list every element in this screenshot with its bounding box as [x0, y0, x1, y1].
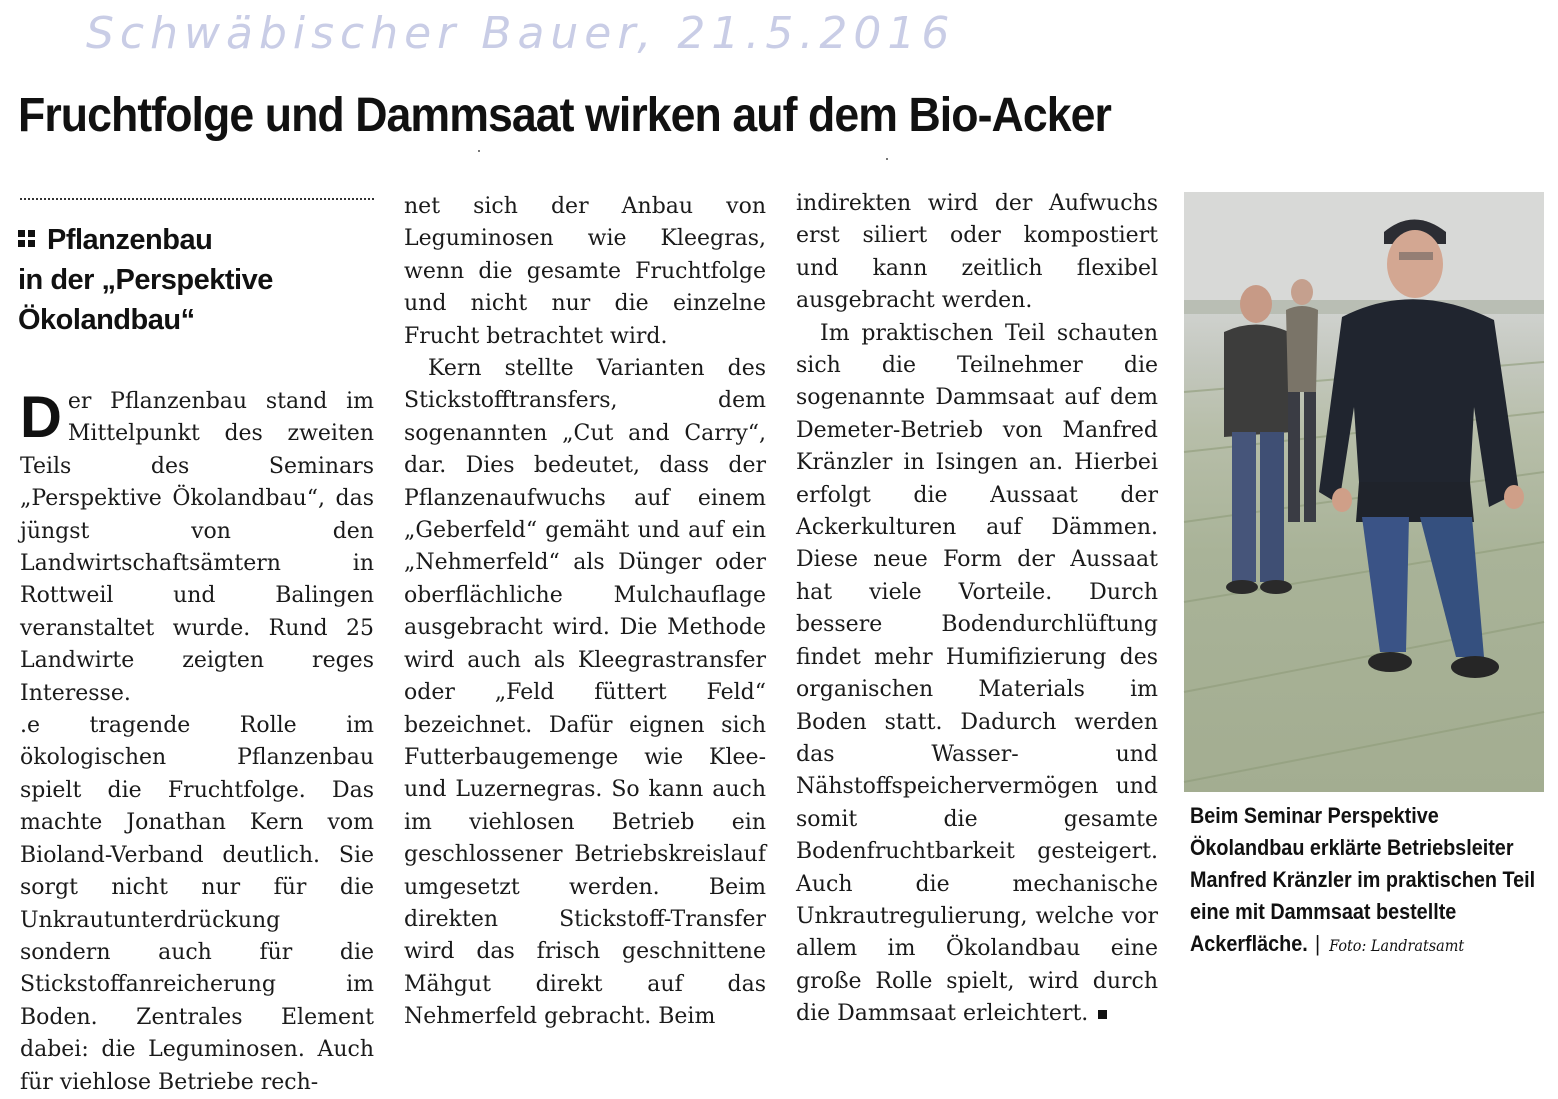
- dammsaat-text: Im praktischen Teil schauten sich die Teilnehmer die sogenannte Dammsaat auf dem Demeter-Betrieb von Manfred Kränzler in Isingen an. Hierbei erfolgt die Aussaat der Ackerkulturen auf Dämmen. Diese neue Form der Aussaat hat viele Vorteile. Durch bessere Bodendurchlüftung findet mehr Humifizierung des organischen Materials im Boden statt. Dadurch werden das Wasser- und Nähstoffspeichervermögen und somit die gesamte Bodenfruchtbarkeit gesteigert. Auch die mechanische Unkrautregulierung, welche vor allem im Ökolandbau eine große Rolle spielt, wird durch die Dammsaat erleichtert.: [796, 320, 1158, 1027]
- drop-cap: D: [20, 385, 62, 450]
- end-mark-icon: [1098, 1010, 1107, 1019]
- article-column-3: [796, 188, 1158, 1031]
- paragraph-leguminosen-cont: net sich der Anbau von Leguminosen wie Kleegras, wenn die gesamte Fruchtfolge und nicht nur die einzelne Frucht betrachtet wird.: [404, 194, 766, 349]
- article-column-2: [404, 191, 766, 1034]
- paragraph-fruchtfolge: .e tragende Rolle im ökologischen Pflanzenbau spielt die Fruchtfolge. Das machte Jonathan Kern vom Bioland-Verband deutlich. Sie sorgt nicht nur für die Unkrautunterdrückung sondern auch für die Stickstoffanreicherung im Boden. Zentrales Element dabei: die Leguminosen. Auch für viehlose Betriebe rech-: [20, 713, 374, 1095]
- print-speck: [886, 158, 888, 160]
- headline: Fruchtfolge und Dammsaat wirken auf dem Bio-Acker: [18, 89, 1111, 142]
- person-background: [1224, 285, 1292, 594]
- section-marker-icon: [18, 230, 35, 247]
- kicker-line-1: [18, 220, 378, 260]
- person-background-2: [1286, 279, 1318, 522]
- field-photo-illustration: [1184, 192, 1544, 792]
- photo-caption: [1190, 800, 1540, 962]
- paragraph-dammsaat: [796, 318, 1158, 1031]
- kicker-line-2: in der „Perspektive: [18, 264, 273, 296]
- photo-credit: Foto: Landratsamt: [1329, 936, 1465, 955]
- print-speck: [478, 150, 480, 152]
- paragraph-stickstofftransfer: Kern stellte Varianten des Stickstofftransfers, dem sogenannten „Cut and Carry“, dar. Dies bedeutet, dass der Pflanzenaufwuchs auf einem „Geberfeld“ gemäht und auf ein „Nehmerfeld“ als Dünger oder oberflächliche Mulchauflage ausgebracht wird. Die Methode wird auch als Kleegrastransfer oder „Feld füttert Feld“ bezeichnet. Dafür eignen sich Futterbaugemenge wie Klee- und Luzernegras. So kann auch im viehlosen Betrieb ein geschlossener Betriebskreislauf umgesetzt werden. Beim direkten Stickstoff-Transfer wird das frisch geschnittene Mähgut direkt auf das Nehmerfeld gebracht. Beim: [404, 356, 766, 1030]
- kicker-text-1: Pflanzenbau: [47, 224, 213, 256]
- intro-text: er Pflanzenbau stand im Mittelpunkt des zweiten Teils des Seminars „Perspektive Ökolandbau“, das jüngst von den Landwirtschaftsämtern in Rottweil und Balingen veranstaltet wurde. Rund 25 Landwirte zeigten reges Interesse.: [20, 389, 374, 706]
- kicker-line-3: Ökolandbau“: [18, 304, 195, 336]
- field-photo: [1184, 192, 1544, 792]
- paragraph-intro: [20, 386, 374, 710]
- sky: [1184, 192, 1544, 302]
- caption-separator: |: [1314, 931, 1321, 956]
- article-column-1: [20, 386, 374, 1099]
- section-kicker: [18, 220, 378, 340]
- dotted-divider: [20, 198, 374, 200]
- paragraph-indirekt-cont: indirekten wird der Aufwuchs erst siliert oder kompostiert und kann zeitlich flexibel ausgebracht werden.: [796, 191, 1158, 314]
- caption-text: Beim Seminar Perspektive Ökolandbau erklärte Betriebsleiter Manfred Kränzler im praktischen Teil eine mit Dammsaat bestellte Ackerfläche.: [1190, 803, 1536, 956]
- handwritten-source-note: Schwäbischer Bauer, 21.5.2016: [86, 8, 956, 59]
